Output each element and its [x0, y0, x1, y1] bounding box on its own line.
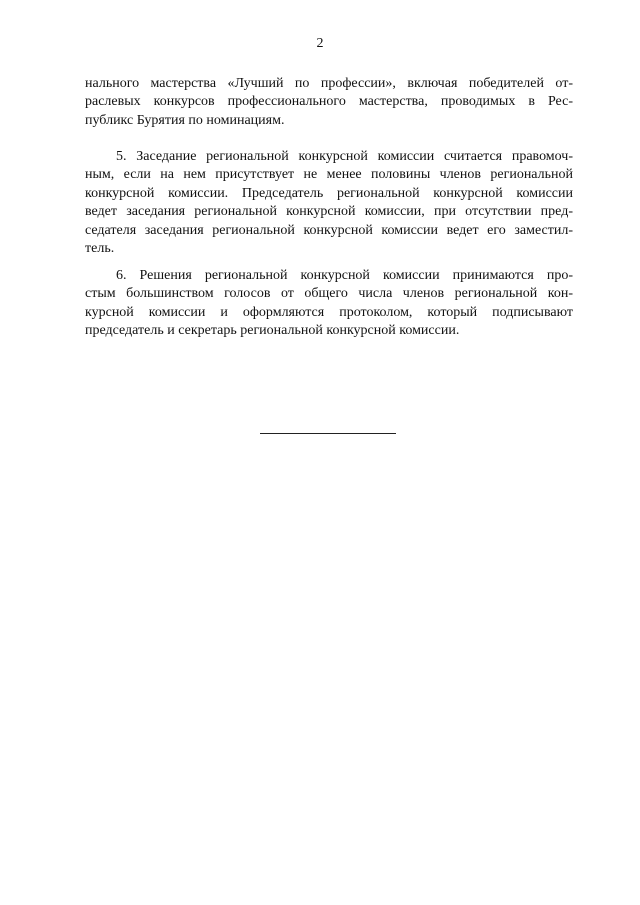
paragraph-line: седателя заседания региональной конкурсной комиссии ведет его заместил- — [85, 222, 573, 238]
paragraph-line: ным, если на нем присутствует не менее половины членов региональной — [85, 167, 573, 183]
paragraph-line: раслевых конкурсов профессионального мастерства, проводимых в Рес- — [85, 94, 573, 110]
end-divider-line — [260, 433, 396, 434]
paragraph-line: тель. — [85, 241, 115, 257]
page-number: 2 — [316, 36, 324, 51]
paragraph-line: нального мастерства «Лучший по профессии», включая победителей от- — [85, 76, 573, 91]
paragraph-line: 6. Решения региональной конкурсной комиссии принимаются про- — [116, 268, 573, 283]
paragraph-item-6 — [85, 267, 573, 341]
paragraph-line: курсной комиссии и оформляются протоколом, который подписывают — [85, 304, 573, 320]
paragraph-line: председатель и секретарь региональной конкурсной комиссии. — [85, 323, 460, 339]
paragraph-continuation — [85, 75, 573, 130]
paragraph-line: конкурсной комиссии. Председатель региональной конкурсной комиссии — [85, 185, 573, 201]
paragraph-line: публикс Бурятия по номинациям. — [85, 112, 285, 128]
paragraph-line: стым большинством голосов от общего числа членов региональной кон- — [85, 286, 573, 302]
paragraph-item-5 — [85, 148, 573, 258]
paragraph-line: 5. Заседание региональной конкурсной комиссии считается правомоч- — [116, 149, 573, 164]
paragraph-line: ведет заседания региональной конкурсной комиссии, при отсутствии пред- — [85, 204, 573, 220]
